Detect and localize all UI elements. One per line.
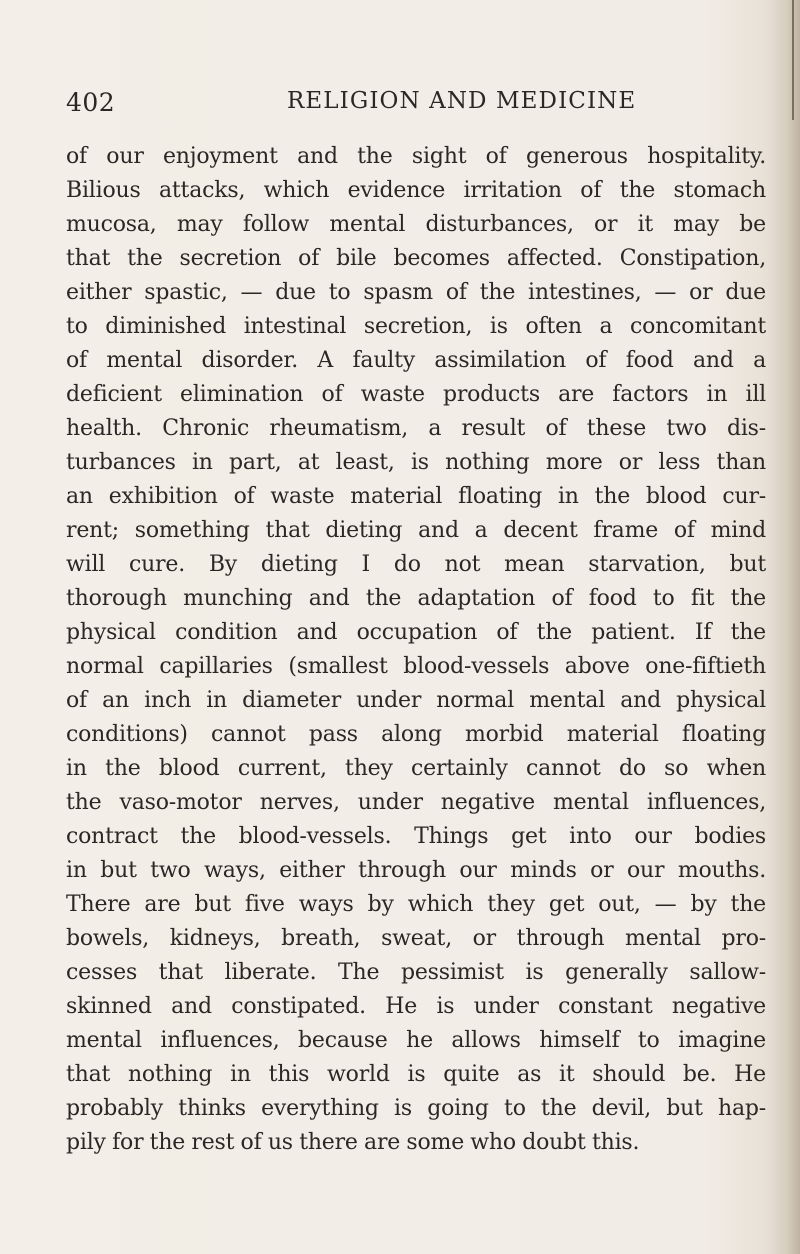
page-number: 402 xyxy=(66,88,116,117)
text-line: thorough munching and the adaptation of food to fit the xyxy=(66,586,766,611)
page-header xyxy=(66,88,766,128)
text-line: physical condition and occupation of the patient. If the xyxy=(66,620,766,645)
running-title: RELIGION AND MEDICINE xyxy=(287,88,637,114)
text-line: probably thinks everything is going to the devil, but hap- xyxy=(66,1096,766,1121)
text-line: contract the blood-vessels. Things get into our bodies xyxy=(66,824,766,849)
text-line: that nothing in this world is quite as it should be. He xyxy=(66,1062,766,1087)
page-edge-mark xyxy=(792,0,794,120)
text-line: skinned and constipated. He is under constant negative xyxy=(66,994,766,1019)
text-line: will cure. By dieting I do not mean starvation, but xyxy=(66,552,766,577)
text-line: Bilious attacks, which evidence irritation of the stomach xyxy=(66,178,766,203)
text-line: in the blood current, they certainly cannot do so when xyxy=(66,756,766,781)
text-line: deficient elimination of waste products are factors in ill xyxy=(66,382,766,407)
text-line: rent; something that dieting and a decent frame of mind xyxy=(66,518,766,543)
text-line: normal capillaries (smallest blood-vessels above one-fiftieth xyxy=(66,654,766,679)
text-line: of an inch in diameter under normal mental and physical xyxy=(66,688,766,713)
text-line: health. Chronic rheumatism, a result of these two dis- xyxy=(66,416,766,441)
text-line: turbances in part, at least, is nothing more or less than xyxy=(66,450,766,475)
text-line: the vaso-motor nerves, under negative mental influences, xyxy=(66,790,766,815)
text-line: of mental disorder. A faulty assimilation of food and a xyxy=(66,348,766,373)
page-edge-shadow xyxy=(768,0,800,1254)
text-line: mental influences, because he allows himself to imagine xyxy=(66,1028,766,1053)
text-line: either spastic, — due to spasm of the intestines, — or due xyxy=(66,280,766,305)
text-line: conditions) cannot pass along morbid material floating xyxy=(66,722,766,747)
text-line: mucosa, may follow mental disturbances, or it may be xyxy=(66,212,766,237)
text-line: an exhibition of waste material floating in the blood cur- xyxy=(66,484,766,509)
body-paragraph xyxy=(66,140,766,1160)
text-line: pily for the rest of us there are some who doubt this. xyxy=(66,1130,640,1155)
text-line: to diminished intestinal secretion, is often a concomitant xyxy=(66,314,766,339)
text-line: cesses that liberate. The pessimist is generally sallow- xyxy=(66,960,766,985)
text-line: of our enjoyment and the sight of generous hospitality. xyxy=(66,144,766,169)
text-line: that the secretion of bile becomes affected. Constipation, xyxy=(66,246,766,271)
text-line: in but two ways, either through our minds or our mouths. xyxy=(66,858,766,883)
text-line: bowels, kidneys, breath, sweat, or through mental pro- xyxy=(66,926,766,951)
text-line: There are but five ways by which they get out, — by the xyxy=(66,892,766,917)
